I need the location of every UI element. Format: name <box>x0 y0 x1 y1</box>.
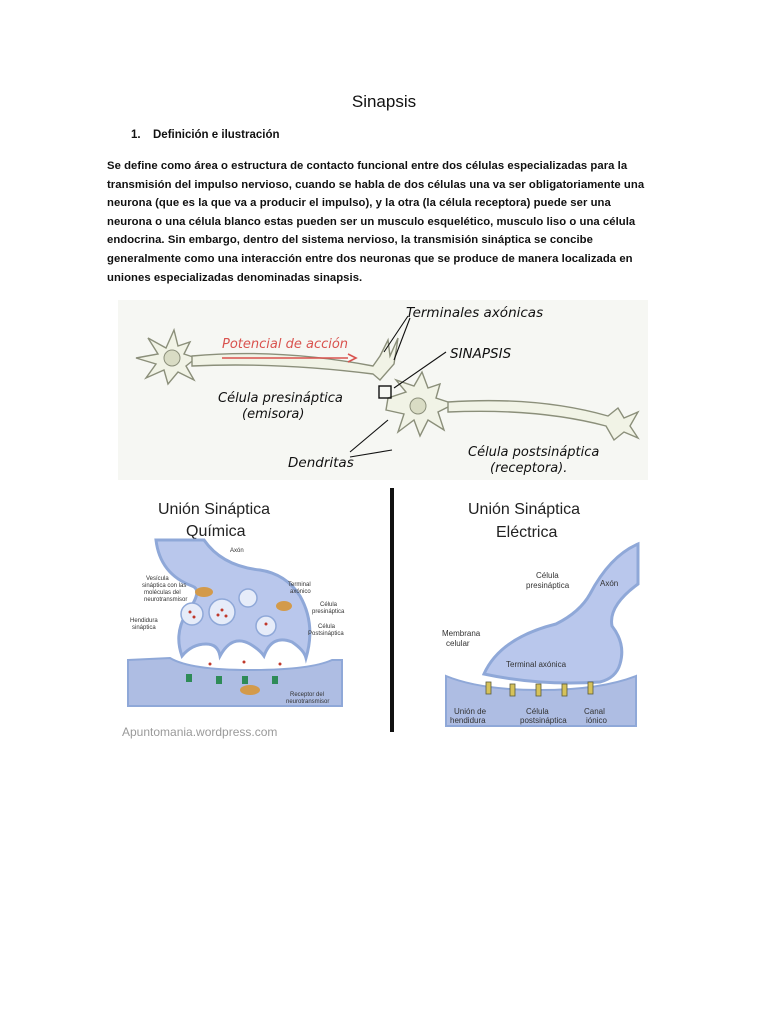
chemical-title-line2: Química <box>186 523 246 540</box>
label-emisora: (emisora) <box>242 407 305 422</box>
paragraph-line: Se define como área o estructura de contacto funcional entre dos células especializadas para la <box>107 160 628 172</box>
watermark: Apuntomania.wordpress.com <box>122 725 278 739</box>
electrical-title-line2: Eléctrica <box>496 524 558 541</box>
section-label: Definición e ilustración <box>153 129 280 141</box>
chem-label-terminal-1: Terminal <box>288 582 311 588</box>
intro-paragraph <box>107 157 663 287</box>
label-receptora: (receptora). <box>490 461 568 476</box>
electrical-synapse-illustration <box>440 494 640 734</box>
paragraph-line: transmisión del impulso nervioso, cuando se habla de dos células una va ser obligatoriamente una <box>107 178 645 191</box>
label-potencial: Potencial de acción <box>222 337 349 352</box>
chemical-synapse-illustration <box>120 494 350 744</box>
elec-label-membrane-2: celular <box>446 639 470 648</box>
chem-label-receptor-1: Receptor del <box>290 692 325 698</box>
chem-label-vesicle-2: sináptica con las <box>142 583 187 589</box>
elec-label-post-2: postsináptica <box>520 716 567 725</box>
paragraph-line: neurona o una célula blanco estas pueden ser un musculo esquelético, musculo liso o una célula <box>107 215 636 228</box>
chem-label-pre-2: presináptica <box>312 609 345 615</box>
paragraph-line: generalmente como una interacción entre dos neuronas que se produce de manera localizada en <box>107 252 633 265</box>
section-number: 1. <box>131 129 141 141</box>
figure-divider <box>390 488 394 732</box>
paragraph-line: uniones especializadas denominadas sinapsis. <box>107 271 363 284</box>
chem-label-receptor-2: neurotransmisor <box>286 699 330 705</box>
electrical-title-line1: Unión Sináptica <box>468 501 581 518</box>
label-presinaptica: Célula presináptica <box>218 391 343 406</box>
label-terminales: Terminales axónicas <box>406 305 544 321</box>
paragraph-line: endocrina. Sin embargo, dentro del sistema nervioso, la transmisión sináptica se concibe <box>107 234 593 247</box>
electrical-synapse-figure <box>440 494 640 734</box>
chem-label-cleft-2: sináptica <box>132 625 156 631</box>
elec-label-channel-1: Canal <box>584 707 605 716</box>
paragraph-line: neurona (que es la que va a producir el impulso), y la otra (la célula receptora) puede ser una <box>107 197 611 210</box>
label-postsinaptica: Célula postsináptica <box>468 445 600 460</box>
label-dendritas: Dendritas <box>288 455 354 471</box>
neuron-illustration <box>118 300 648 480</box>
chem-label-cleft-1: Hendidura <box>130 618 158 624</box>
elec-label-pre-2: presináptica <box>526 581 570 590</box>
label-sinapsis: SINAPSIS <box>450 346 512 362</box>
elec-label-post-1: Célula <box>526 707 549 716</box>
chem-label-vesicle-4: neurotransmisor <box>144 597 188 603</box>
neuron-figure <box>118 300 648 480</box>
elec-label-pre-1: Célula <box>536 571 559 580</box>
chemical-synapse-figure <box>120 494 350 744</box>
chem-label-vesicle-3: moléculas del <box>144 590 181 596</box>
elec-label-channel-2: iónico <box>586 716 607 725</box>
elec-label-axon: Axón <box>600 579 619 588</box>
chem-label-pre-1: Célula <box>320 602 338 608</box>
elec-label-gap-1: Unión de <box>454 707 487 716</box>
chem-label-post-1: Célula <box>318 624 336 630</box>
chem-label-terminal-2: axónico <box>290 589 311 595</box>
elec-label-gap-2: hendidura <box>450 716 486 725</box>
chem-label-axon: Axón <box>230 548 244 554</box>
elec-label-membrane-1: Membrana <box>442 629 481 638</box>
chemical-title-line1: Unión Sináptica <box>158 501 271 518</box>
section-heading <box>131 129 280 141</box>
chem-label-vesicle-1: Vesícula <box>146 576 169 582</box>
page-title: Sinapsis <box>351 92 417 111</box>
chem-label-post-2: Postsináptica <box>308 631 344 637</box>
elec-label-terminal: Terminal axónica <box>506 660 567 669</box>
